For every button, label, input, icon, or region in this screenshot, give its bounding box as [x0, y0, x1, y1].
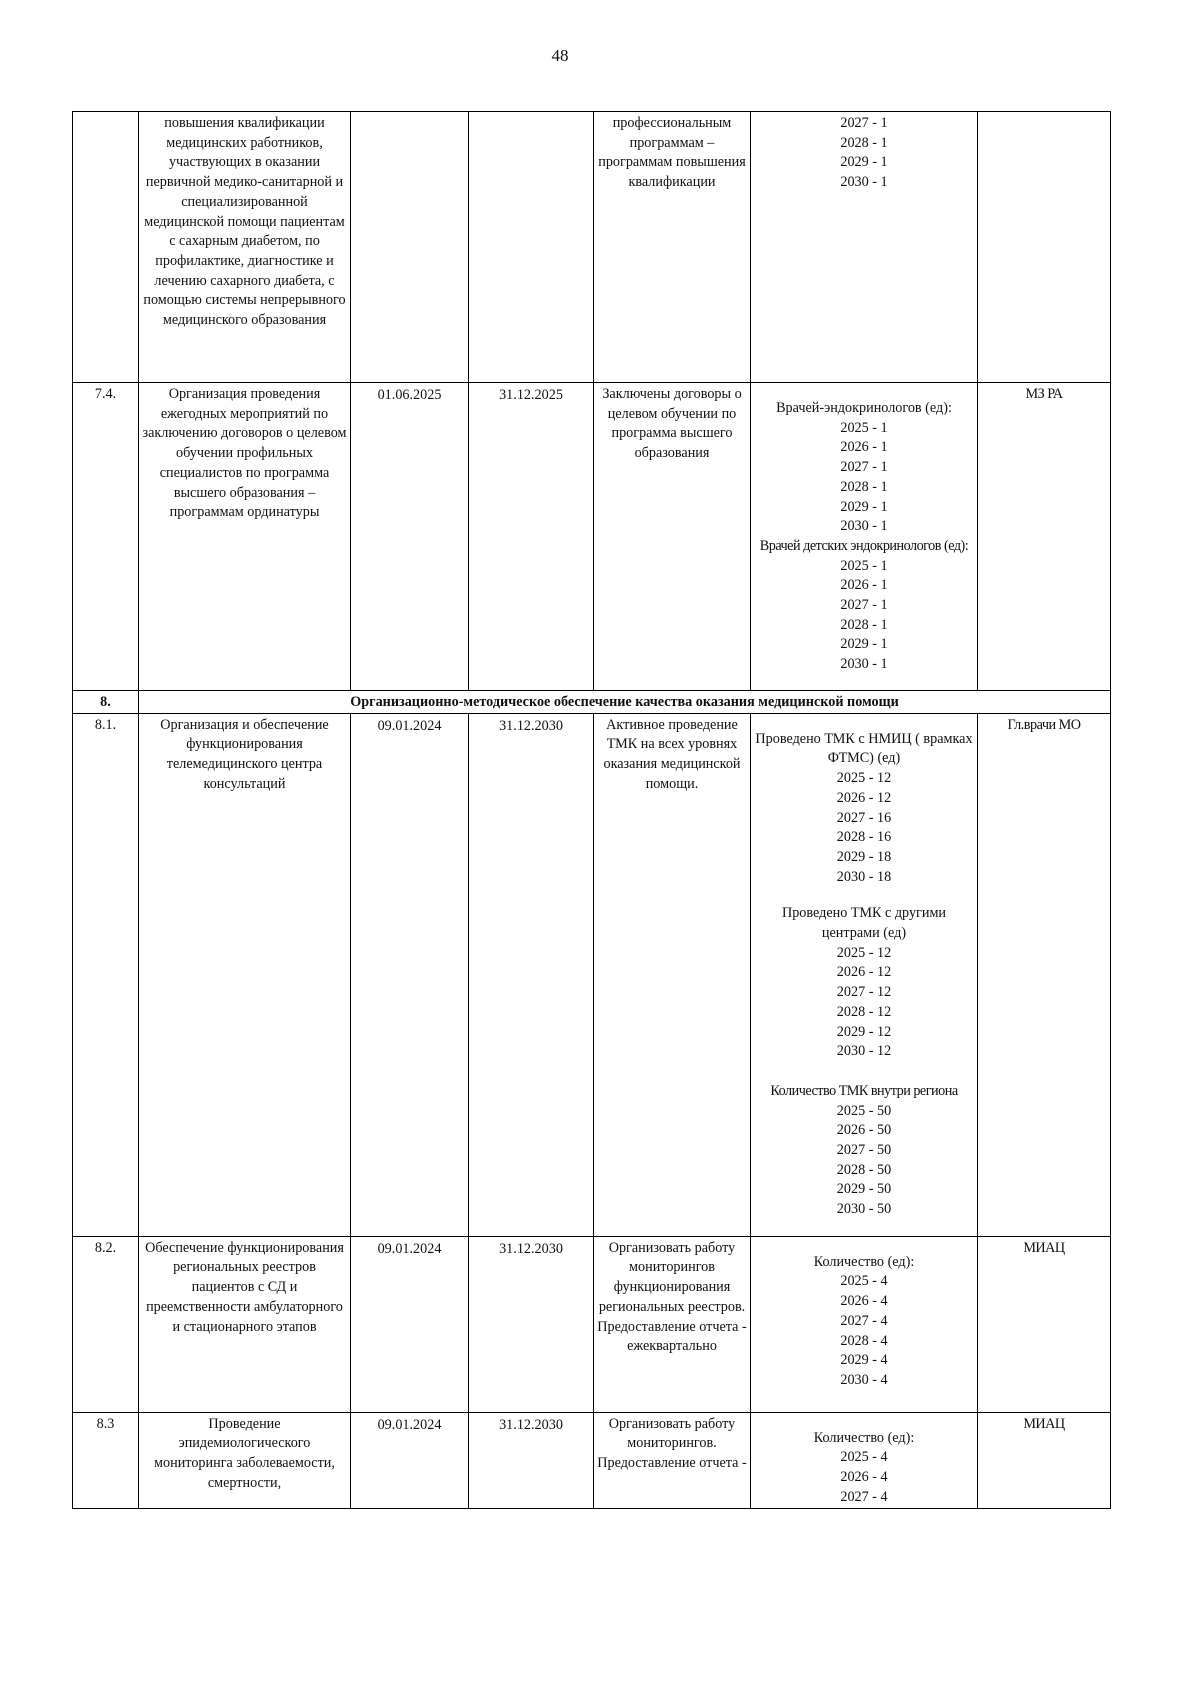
row-number [73, 112, 139, 383]
indicator-value: 2029 - 4 [840, 1352, 888, 1369]
plan-table [72, 111, 1111, 1509]
table-row [73, 713, 1111, 1236]
row-number: 7.4. [73, 383, 139, 691]
result-cell: профессиональным программам – программам повышения квалификации [594, 112, 751, 383]
page-number: 48 [551, 46, 569, 65]
indicator-value: 2026 - 1 [840, 577, 888, 594]
end-date: 31.12.2025 [469, 383, 594, 691]
indicator-value: 2025 - 4 [840, 1273, 888, 1290]
indicator-value: 2026 - 12 [836, 789, 892, 806]
indicator-value: 2030 - 4 [840, 1371, 888, 1388]
indicator-title: Количество (ед): [813, 1429, 915, 1446]
responsible-cell: МИАЦ [978, 1412, 1111, 1508]
indicator-value: 2028 - 50 [836, 1161, 892, 1178]
start-date: 09.01.2024 [351, 1236, 469, 1412]
start-date: 09.01.2024 [351, 713, 469, 1236]
indicator-value: 2028 - 4 [840, 1332, 888, 1349]
event-cell: Обеспечение функционирования региональных реестров пациентов с СД и преемственности амбулаторного и стационарного этапов [139, 1236, 351, 1412]
indicator-value: 2027 - 1 [840, 115, 888, 131]
indicator-value: 2027 - 4 [840, 1312, 888, 1329]
row-number: 8.3 [73, 1412, 139, 1508]
indicator-value: 2025 - 50 [836, 1102, 892, 1119]
table-row [73, 383, 1111, 691]
end-date: 31.12.2030 [469, 1412, 594, 1508]
table-row [73, 112, 1111, 383]
indicator-value: 2030 - 12 [836, 1043, 892, 1060]
result-cell: Активное проведение ТМК на всех уровнях оказания медицинской помощи. [594, 713, 751, 1236]
event-cell: Организация и обеспечение функционирования телемедицинского центра консультаций [139, 713, 351, 1236]
result-cell: Организовать работу мониторингов. Предоставление отчета - [594, 1412, 751, 1508]
indicator-value: 2026 - 12 [836, 964, 892, 981]
indicator-value: 2030 - 18 [836, 868, 892, 885]
indicator-title: Проведено ТМК с НМИЦ ( врамках ФТМС) (ед) [755, 730, 973, 767]
table-row [73, 1412, 1111, 1508]
responsible-cell: МЗ РА [978, 383, 1111, 691]
indicator-value: 2030 - 50 [836, 1201, 892, 1218]
indicator-value: 2026 - 4 [840, 1469, 888, 1486]
indicator-value: 2029 - 1 [840, 636, 888, 653]
indicator-value: 2026 - 4 [840, 1293, 888, 1310]
indicator-cell [751, 713, 978, 1236]
indicator-value: 2028 - 1 [840, 478, 888, 495]
indicator-value: 2027 - 1 [840, 459, 888, 476]
indicator-value: 2027 - 4 [840, 1488, 888, 1505]
end-date [469, 112, 594, 383]
indicator-cell [751, 1412, 978, 1508]
indicator-value: 2030 - 1 [840, 656, 888, 673]
indicator-value: 2030 - 1 [840, 518, 888, 535]
indicator-cell [751, 112, 978, 383]
indicator-value: 2029 - 1 [840, 154, 888, 171]
indicator-value: 2025 - 1 [840, 419, 888, 436]
indicator-cell [751, 1236, 978, 1412]
indicator-value: 2027 - 16 [836, 809, 892, 826]
indicator-value: 2030 - 1 [840, 174, 888, 191]
table-row [73, 1236, 1111, 1412]
row-number: 8.2. [73, 1236, 139, 1412]
indicator-cell [751, 383, 978, 691]
section-title: Организационно-методическое обеспечение качества оказания медицинской помощи [139, 691, 1111, 714]
indicator-title: Врачей детских эндокринологов (ед): [759, 537, 969, 554]
result-cell: Организовать работу мониторингов функционирования региональных реестров. Предоставление отчета - ежеквартально [594, 1236, 751, 1412]
end-date: 31.12.2030 [469, 1236, 594, 1412]
indicator-value: 2027 - 12 [836, 984, 892, 1001]
row-number: 8.1. [73, 713, 139, 1236]
indicator-value: 2029 - 18 [836, 848, 892, 865]
indicator-value: 2029 - 50 [836, 1181, 892, 1198]
responsible-cell: МИАЦ [978, 1236, 1111, 1412]
event-cell: Организация проведения ежегодных мероприятий по заключению договоров о целевом обучении профильных специалистов по программа высшего образования – программам ординатуры [139, 383, 351, 691]
indicator-value: 2026 - 50 [836, 1122, 892, 1139]
indicator-value: 2028 - 1 [840, 134, 888, 151]
indicator-value: 2025 - 12 [836, 770, 892, 787]
indicator-title: Количество ТМК внутри региона [770, 1082, 958, 1099]
end-date: 31.12.2030 [469, 713, 594, 1236]
indicator-value: 2028 - 1 [840, 616, 888, 633]
responsible-cell [978, 112, 1111, 383]
start-date: 09.01.2024 [351, 1412, 469, 1508]
indicator-title: Врачей-эндокринологов (ед): [776, 400, 952, 416]
section-row [73, 691, 1111, 714]
spacer [754, 1062, 974, 1082]
start-date: 01.06.2025 [351, 383, 469, 691]
start-date [351, 112, 469, 383]
indicator-value: 2029 - 12 [836, 1023, 892, 1040]
indicator-value: 2027 - 1 [840, 597, 888, 614]
result-cell: Заключены договоры о целевом обучении по программа высшего образования [594, 383, 751, 691]
indicator-value: 2028 - 12 [836, 1003, 892, 1020]
responsible-cell: Гл.врачи МО [978, 713, 1111, 1236]
spacer [754, 887, 974, 904]
indicator-value: 2025 - 1 [840, 557, 888, 574]
indicator-value: 2025 - 12 [836, 944, 892, 961]
event-cell: Проведение эпидемиологического мониторинга заболеваемости, смертности, [139, 1412, 351, 1508]
indicator-value: 2026 - 1 [840, 439, 888, 456]
indicator-title: Количество (ед): [813, 1253, 915, 1270]
indicator-value: 2025 - 4 [840, 1449, 888, 1466]
indicator-title: Проведено ТМК с другими центрами (ед) [781, 905, 947, 942]
indicator-value: 2029 - 1 [840, 498, 888, 515]
indicator-value: 2028 - 16 [836, 829, 892, 846]
indicator-value: 2027 - 50 [836, 1142, 892, 1159]
event-cell: повышения квалификации медицинских работников, участвующих в оказании первичной медико-санитарной и специализированной медицинской помощи пациентам с сахарным диабетом, по профилактике, диагностике и лечению сахарного диабета, с помощью системы непрерывного медицинского образования [139, 112, 351, 383]
section-number: 8. [73, 691, 139, 714]
